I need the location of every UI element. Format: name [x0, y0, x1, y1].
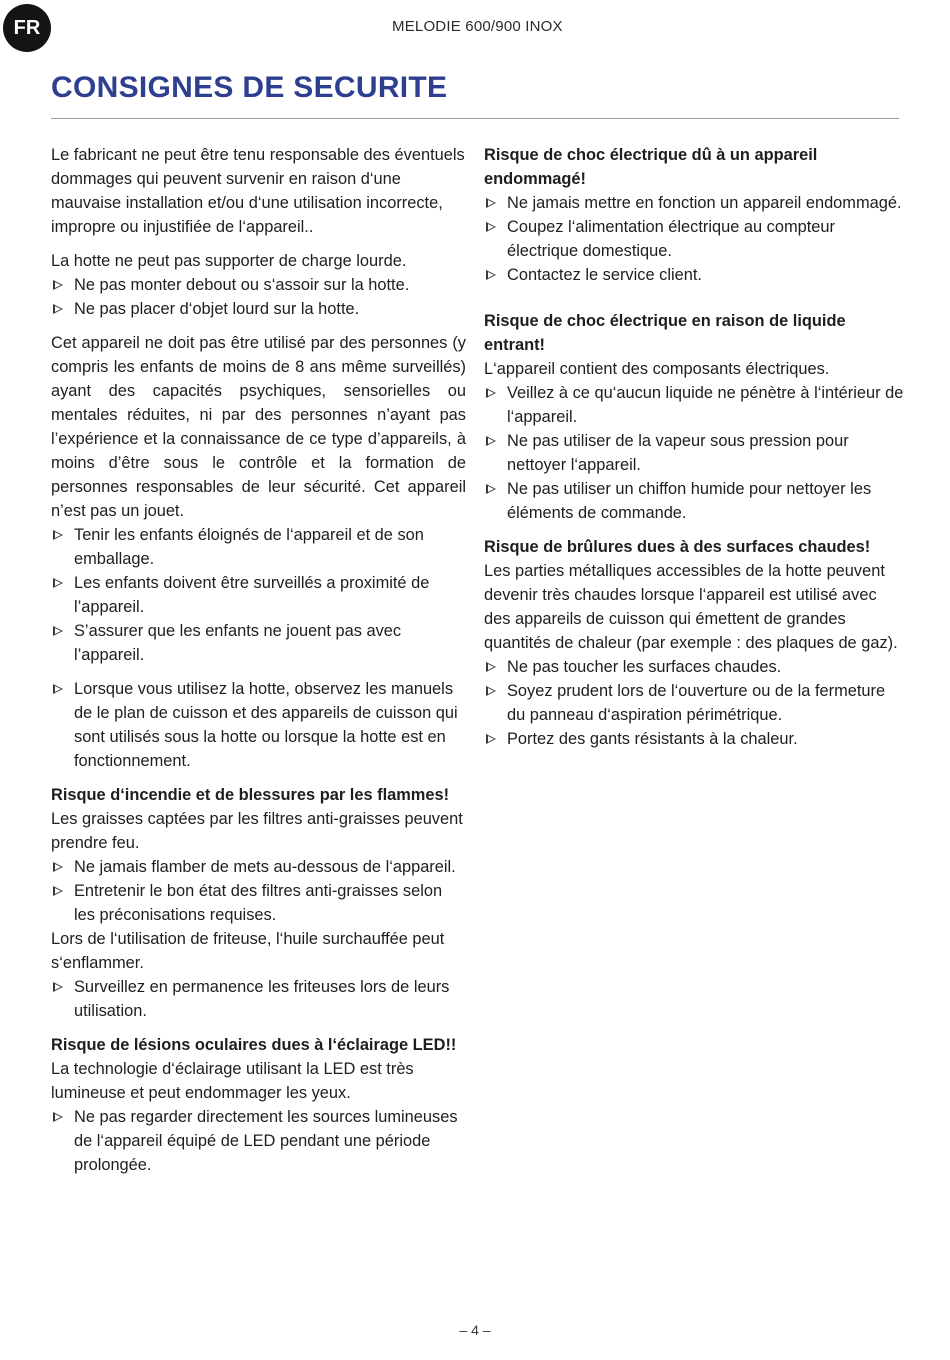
title-divider	[51, 118, 899, 119]
triangle-bullet-icon	[53, 530, 63, 540]
list-item: Lorsque vous utilisez la hotte, observez les manuels de le plan de cuisson et des appareils de cuisson qui sont utilisés sous la hotte ou lorsque la hotte est en fonctionnement.	[51, 677, 466, 773]
list-item: Soyez prudent lors de l‘ouverture ou de la fermeture du panneau d‘aspiration périmétrique.	[484, 679, 904, 727]
shock-liquid-list	[484, 381, 904, 525]
document-model-header: MELODIE 600/900 INOX	[392, 18, 563, 35]
list-item: Tenir les enfants éloignés de l‘appareil et de son emballage.	[51, 523, 466, 571]
section-spacer	[484, 297, 904, 309]
list-item: Surveillez en permanence les friteuses lors de leurs utilisation.	[51, 975, 466, 1023]
page-number: – 4 –	[459, 1322, 491, 1338]
fire-risk-paragraph: Les graisses captées par les filtres anti-graisses peuvent prendre feu.	[51, 810, 463, 852]
triangle-bullet-icon	[53, 1112, 63, 1122]
list-item: Ne pas regarder directement les sources lumineuses de l‘appareil équipé de LED pendant une période prolongée.	[51, 1105, 466, 1177]
list-item: Ne pas placer d‘objet lourd sur la hotte.	[51, 297, 466, 321]
children-paragraph: Cet appareil ne doit pas être utilisé par des personnes (y compris les enfants de moins de 8 ans même surveillés) ayant des capacités psychiques, sensorielles ou mentales réduites, ni par des personnes n’ayant pas l’expérience et la connaissance de ce type d’appareils, à moins d’être sous le contrôle et la formation de personnes responsables de leur sécurité. Cet appareil n’est pas un jouet.	[51, 334, 466, 520]
list-item: Veillez à ce qu‘aucun liquide ne pénètre à l‘intérieur de l‘appareil.	[484, 381, 904, 429]
list-item: Contactez le service client.	[484, 263, 904, 287]
fire-risk-list	[51, 855, 466, 927]
list-item: Ne pas utiliser un chiffon humide pour nettoyer les éléments de commande.	[484, 477, 904, 525]
language-badge: FR	[3, 4, 51, 52]
triangle-bullet-icon	[486, 222, 496, 232]
burns-list	[484, 655, 904, 751]
fryer-list	[51, 975, 466, 1023]
triangle-bullet-icon	[486, 484, 496, 494]
list-item: Ne jamais mettre en fonction un appareil endommagé.	[484, 191, 904, 215]
left-column	[51, 143, 466, 1187]
triangle-bullet-icon	[53, 862, 63, 872]
heavy-load-list	[51, 273, 466, 321]
triangle-bullet-icon	[486, 270, 496, 280]
triangle-bullet-icon	[486, 734, 496, 744]
list-item: Portez des gants résistants à la chaleur.	[484, 727, 904, 751]
triangle-bullet-icon	[486, 686, 496, 696]
usage-list	[51, 677, 466, 773]
fire-risk-heading: Risque d‘incendie et de blessures par les flammes!	[51, 786, 450, 804]
triangle-bullet-icon	[53, 280, 63, 290]
list-item: Ne jamais flamber de mets au-dessous de l‘appareil.	[51, 855, 466, 879]
list-item: Ne pas utiliser de la vapeur sous pression pour nettoyer l‘appareil.	[484, 429, 904, 477]
triangle-bullet-icon	[53, 982, 63, 992]
triangle-bullet-icon	[486, 388, 496, 398]
burns-heading: Risque de brûlures dues à des surfaces chaudes!	[484, 538, 871, 556]
list-item: Entretenir le bon état des filtres anti-graisses selon les préconisations requises.	[51, 879, 466, 927]
list-item: Ne pas toucher les surfaces chaudes.	[484, 655, 904, 679]
led-risk-paragraph: La technologie d‘éclairage utilisant la LED est très lumineuse et peut endommager les yeux.	[51, 1060, 414, 1102]
page-title: CONSIGNES DE SECURITE	[51, 71, 448, 104]
list-item: Ne pas monter debout ou s‘assoir sur la hotte.	[51, 273, 466, 297]
triangle-bullet-icon	[53, 304, 63, 314]
triangle-bullet-icon	[486, 198, 496, 208]
triangle-bullet-icon	[53, 886, 63, 896]
shock-damaged-heading: Risque de choc électrique dû à un appareil endommagé!	[484, 146, 818, 188]
shock-liquid-heading: Risque de choc électrique en raison de liquide entrant!	[484, 312, 846, 354]
fryer-paragraph: Lors de l‘utilisation de friteuse, l‘huile surchauffée peut s‘enflammer.	[51, 930, 445, 972]
triangle-bullet-icon	[486, 436, 496, 446]
list-item: S’assurer que les enfants ne jouent pas avec l’appareil.	[51, 619, 466, 667]
triangle-bullet-icon	[53, 578, 63, 588]
burns-paragraph: Les parties métalliques accessibles de la hotte peuvent devenir très chaudes lorsque l‘appareil est utilisé avec des appareils de cuisson qui émettent de grandes quantités de chaleur (par exemple : des plaques de gaz).	[484, 562, 898, 652]
liability-paragraph: Le fabricant ne peut être tenu responsable des éventuels dommages qui peuvent survenir en raison d‘une mauvaise installation et/ou d‘une utilisation incorrecte, impropre ou injustifiée de l‘appareil..	[51, 146, 465, 236]
triangle-bullet-icon	[486, 662, 496, 672]
led-risk-heading: Risque de lésions oculaires dues à l‘éclairage LED!!	[51, 1036, 457, 1054]
led-risk-list	[51, 1105, 466, 1177]
right-column	[484, 143, 904, 761]
shock-damaged-list	[484, 191, 904, 287]
list-item: Les enfants doivent être surveillés a proximité de l’appareil.	[51, 571, 466, 619]
shock-liquid-paragraph: L‘appareil contient des composants électriques.	[484, 360, 830, 378]
heavy-load-paragraph: La hotte ne peut pas supporter de charge lourde.	[51, 252, 407, 270]
triangle-bullet-icon	[53, 684, 63, 694]
children-list	[51, 523, 466, 667]
triangle-bullet-icon	[53, 626, 63, 636]
list-item: Coupez l‘alimentation électrique au compteur électrique domestique.	[484, 215, 904, 263]
